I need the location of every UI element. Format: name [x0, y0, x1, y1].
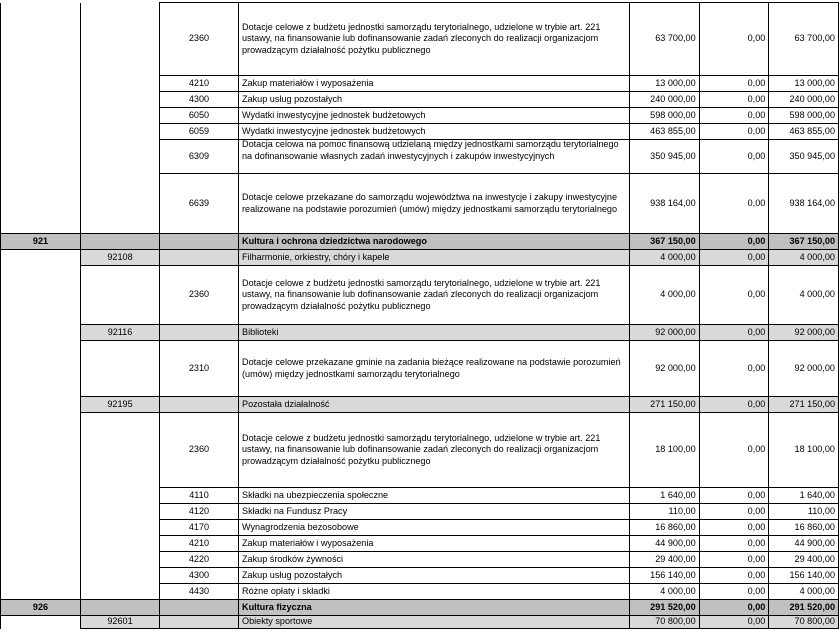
plan-amount-cell: 4 000,00 — [630, 584, 700, 600]
description-cell: Dotacje celowe z budżetu jednostki samorządu terytorialnego, udzielone w trybie art. 221 ustawy, na finansowanie lub dofinansowanie zadań zleconych do realizacji organizacjom prowadzącym działalność pożytku publicznego — [239, 266, 630, 325]
paragraf-cell — [160, 234, 239, 250]
plan-amount-cell: 13 000,00 — [630, 76, 700, 92]
budget-table — [0, 2, 839, 629]
change-amount-cell: 0,00 — [699, 568, 769, 584]
change-amount-cell: 0,00 — [699, 341, 769, 397]
change-amount-cell: 0,00 — [699, 616, 769, 629]
chapter-row — [1, 616, 839, 629]
paragraf-cell: 2360 — [160, 3, 239, 76]
description-cell: Zakup usług pozostałych — [239, 568, 630, 584]
dzial-cell — [1, 3, 81, 76]
change-amount-cell: 0,00 — [699, 92, 769, 108]
table-row — [1, 413, 839, 488]
dzial-cell — [1, 552, 81, 568]
description-cell: Różne opłaty i składki — [239, 584, 630, 600]
plan-amount-cell: 4 000,00 — [630, 266, 700, 325]
table-row — [1, 536, 839, 552]
after-change-amount-cell: 110,00 — [769, 504, 839, 520]
table-row — [1, 124, 839, 140]
paragraf-cell: 2310 — [160, 341, 239, 397]
after-change-amount-cell: 63 700,00 — [769, 3, 839, 76]
change-amount-cell: 0,00 — [699, 124, 769, 140]
rozdzial-cell — [81, 504, 160, 520]
rozdzial-cell — [81, 234, 160, 250]
paragraf-cell — [160, 600, 239, 616]
description-cell: Wynagrodzenia bezosobowe — [239, 520, 630, 536]
change-amount-cell: 0,00 — [699, 108, 769, 124]
rozdzial-cell: 92116 — [81, 325, 160, 341]
rozdzial-cell — [81, 124, 160, 140]
change-amount-cell: 0,00 — [699, 140, 769, 174]
after-change-amount-cell: 70 800,00 — [769, 616, 839, 629]
rozdzial-cell — [81, 568, 160, 584]
change-amount-cell: 0,00 — [699, 584, 769, 600]
plan-amount-cell: 350 945,00 — [630, 140, 700, 174]
change-amount-cell: 0,00 — [699, 397, 769, 413]
plan-amount-cell: 29 400,00 — [630, 552, 700, 568]
description-cell: Dotacje celowe przekazane do samorządu województwa na inwestycje i zakupy inwestycyjne realizowane na podstawie porozumień (umów) między jednostkami samorządu terytorialnego — [239, 174, 630, 234]
plan-amount-cell: 4 000,00 — [630, 250, 700, 266]
dzial-cell: 921 — [1, 234, 81, 250]
plan-amount-cell: 44 900,00 — [630, 536, 700, 552]
rozdzial-cell: 92108 — [81, 250, 160, 266]
after-change-amount-cell: 1 640,00 — [769, 488, 839, 504]
dzial-cell — [1, 413, 81, 488]
description-cell: Dotacje celowe przekazane gminie na zadania bieżące realizowane na podstawie porozumień (umów) między jednostkami samorządu terytorialnego — [239, 341, 630, 397]
after-change-amount-cell: 463 855,00 — [769, 124, 839, 140]
dzial-cell — [1, 504, 81, 520]
plan-amount-cell: 938 164,00 — [630, 174, 700, 234]
plan-amount-cell: 463 855,00 — [630, 124, 700, 140]
description-cell: Wydatki inwestycyjne jednostek budżetowych — [239, 124, 630, 140]
plan-amount-cell: 271 150,00 — [630, 397, 700, 413]
change-amount-cell: 0,00 — [699, 174, 769, 234]
paragraf-cell: 2360 — [160, 413, 239, 488]
after-change-amount-cell: 271 150,00 — [769, 397, 839, 413]
plan-amount-cell: 92 000,00 — [630, 325, 700, 341]
description-cell: Składki na Fundusz Pracy — [239, 504, 630, 520]
plan-amount-cell: 598 000,00 — [630, 108, 700, 124]
after-change-amount-cell: 16 860,00 — [769, 520, 839, 536]
dzial-cell — [1, 520, 81, 536]
after-change-amount-cell: 4 000,00 — [769, 250, 839, 266]
plan-amount-cell: 1 640,00 — [630, 488, 700, 504]
rozdzial-cell — [81, 341, 160, 397]
description-cell: Obiekty sportowe — [239, 616, 630, 629]
plan-amount-cell: 16 860,00 — [630, 520, 700, 536]
change-amount-cell: 0,00 — [699, 250, 769, 266]
dzial-cell — [1, 92, 81, 108]
plan-amount-cell: 110,00 — [630, 504, 700, 520]
dzial-cell — [1, 325, 81, 341]
plan-amount-cell: 70 800,00 — [630, 616, 700, 629]
dzial-cell — [1, 341, 81, 397]
rozdzial-cell — [81, 552, 160, 568]
table-row — [1, 108, 839, 124]
change-amount-cell: 0,00 — [699, 234, 769, 250]
table-row — [1, 341, 839, 397]
plan-amount-cell: 18 100,00 — [630, 413, 700, 488]
paragraf-cell: 6059 — [160, 124, 239, 140]
description-cell: Wydatki inwestycyjne jednostek budżetowych — [239, 108, 630, 124]
table-row — [1, 140, 839, 174]
plan-amount-cell: 291 520,00 — [630, 600, 700, 616]
after-change-amount-cell: 240 000,00 — [769, 92, 839, 108]
rozdzial-cell — [81, 413, 160, 488]
after-change-amount-cell: 350 945,00 — [769, 140, 839, 174]
description-cell: Składki na ubezpieczenia społeczne — [239, 488, 630, 504]
change-amount-cell: 0,00 — [699, 536, 769, 552]
plan-amount-cell: 240 000,00 — [630, 92, 700, 108]
plan-amount-cell: 63 700,00 — [630, 3, 700, 76]
table-row — [1, 76, 839, 92]
description-cell: Kultura fizyczna — [239, 600, 630, 616]
change-amount-cell: 0,00 — [699, 3, 769, 76]
change-amount-cell: 0,00 — [699, 488, 769, 504]
chapter-row — [1, 325, 839, 341]
table-row — [1, 488, 839, 504]
after-change-amount-cell: 18 100,00 — [769, 413, 839, 488]
rozdzial-cell: 92195 — [81, 397, 160, 413]
after-change-amount-cell: 92 000,00 — [769, 341, 839, 397]
paragraf-cell: 6309 — [160, 140, 239, 174]
description-cell: Pozostała działalność — [239, 397, 630, 413]
paragraf-cell: 4170 — [160, 520, 239, 536]
after-change-amount-cell: 938 164,00 — [769, 174, 839, 234]
table-row — [1, 584, 839, 600]
paragraf-cell: 4210 — [160, 536, 239, 552]
dzial-cell — [1, 616, 81, 629]
after-change-amount-cell: 291 520,00 — [769, 600, 839, 616]
dzial-cell — [1, 568, 81, 584]
table-row — [1, 552, 839, 568]
description-cell: Dotacje celowe z budżetu jednostki samorządu terytorialnego, udzielone w trybie art. 221 ustawy, na finansowanie lub dofinansowanie zadań zleconych do realizacji organizacjom prowadzącym działalność pożytku publicznego — [239, 413, 630, 488]
rozdzial-cell — [81, 536, 160, 552]
description-cell: Biblioteki — [239, 325, 630, 341]
description-cell: Kultura i ochrona dziedzictwa narodowego — [239, 234, 630, 250]
description-cell: Zakup materiałów i wyposażenia — [239, 536, 630, 552]
after-change-amount-cell: 156 140,00 — [769, 568, 839, 584]
rozdzial-cell: 92601 — [81, 616, 160, 629]
paragraf-cell: 4300 — [160, 568, 239, 584]
rozdzial-cell — [81, 76, 160, 92]
paragraf-cell — [160, 616, 239, 629]
after-change-amount-cell: 4 000,00 — [769, 584, 839, 600]
dzial-cell — [1, 250, 81, 266]
table-row — [1, 174, 839, 234]
after-change-amount-cell: 29 400,00 — [769, 552, 839, 568]
plan-amount-cell: 367 150,00 — [630, 234, 700, 250]
paragraf-cell: 4220 — [160, 552, 239, 568]
dzial-cell: 926 — [1, 600, 81, 616]
chapter-row — [1, 250, 839, 266]
paragraf-cell: 6050 — [160, 108, 239, 124]
dzial-cell — [1, 397, 81, 413]
table-row — [1, 504, 839, 520]
dzial-cell — [1, 266, 81, 325]
section-row — [1, 600, 839, 616]
change-amount-cell: 0,00 — [699, 325, 769, 341]
dzial-cell — [1, 488, 81, 504]
after-change-amount-cell: 598 000,00 — [769, 108, 839, 124]
change-amount-cell: 0,00 — [699, 504, 769, 520]
change-amount-cell: 0,00 — [699, 266, 769, 325]
table-row — [1, 568, 839, 584]
section-row — [1, 234, 839, 250]
rozdzial-cell — [81, 600, 160, 616]
dzial-cell — [1, 584, 81, 600]
rozdzial-cell — [81, 92, 160, 108]
rozdzial-cell — [81, 174, 160, 234]
rozdzial-cell — [81, 488, 160, 504]
paragraf-cell: 4300 — [160, 92, 239, 108]
after-change-amount-cell: 367 150,00 — [769, 234, 839, 250]
description-text: Dotacja celowa na pomoc finansową udzielaną między jednostkami samorządu terytorialnego na dofinansowanie własnych zadań inwestycyjnych i zakupów inwestycyjnych — [242, 139, 619, 161]
chapter-row — [1, 397, 839, 413]
change-amount-cell: 0,00 — [699, 520, 769, 536]
change-amount-cell: 0,00 — [699, 600, 769, 616]
dzial-cell — [1, 124, 81, 140]
dzial-cell — [1, 174, 81, 234]
after-change-amount-cell: 4 000,00 — [769, 266, 839, 325]
plan-amount-cell: 156 140,00 — [630, 568, 700, 584]
description-cell: Zakup środków żywności — [239, 552, 630, 568]
dzial-cell — [1, 76, 81, 92]
table-row — [1, 3, 839, 76]
after-change-amount-cell: 92 000,00 — [769, 325, 839, 341]
description-cell: Zakup materiałów i wyposażenia — [239, 76, 630, 92]
plan-amount-cell: 92 000,00 — [630, 341, 700, 397]
paragraf-cell — [160, 325, 239, 341]
paragraf-cell: 4110 — [160, 488, 239, 504]
rozdzial-cell — [81, 584, 160, 600]
table-row — [1, 266, 839, 325]
paragraf-cell — [160, 250, 239, 266]
description-cell: Zakup usług pozostałych — [239, 92, 630, 108]
paragraf-cell: 4210 — [160, 76, 239, 92]
paragraf-cell: 4430 — [160, 584, 239, 600]
dzial-cell — [1, 108, 81, 124]
description-cell: Dotacje celowe z budżetu jednostki samorządu terytorialnego, udzielone w trybie art. 221 ustawy, na finansowanie lub dofinansowanie zadań zleconych do realizacji organizacjom prowadzącym działalność pożytku publicznego — [239, 3, 630, 76]
rozdzial-cell — [81, 3, 160, 76]
description-cell — [239, 140, 630, 174]
table-row — [1, 520, 839, 536]
dzial-cell — [1, 536, 81, 552]
rozdzial-cell — [81, 140, 160, 174]
after-change-amount-cell: 13 000,00 — [769, 76, 839, 92]
change-amount-cell: 0,00 — [699, 413, 769, 488]
change-amount-cell: 0,00 — [699, 552, 769, 568]
rozdzial-cell — [81, 108, 160, 124]
after-change-amount-cell: 44 900,00 — [769, 536, 839, 552]
paragraf-cell: 6639 — [160, 174, 239, 234]
rozdzial-cell — [81, 520, 160, 536]
table-row — [1, 92, 839, 108]
change-amount-cell: 0,00 — [699, 76, 769, 92]
budget-table-body — [1, 3, 839, 629]
paragraf-cell: 4120 — [160, 504, 239, 520]
description-cell: Filharmonie, orkiestry, chóry i kapele — [239, 250, 630, 266]
dzial-cell — [1, 140, 81, 174]
paragraf-cell — [160, 397, 239, 413]
paragraf-cell: 2360 — [160, 266, 239, 325]
rozdzial-cell — [81, 266, 160, 325]
